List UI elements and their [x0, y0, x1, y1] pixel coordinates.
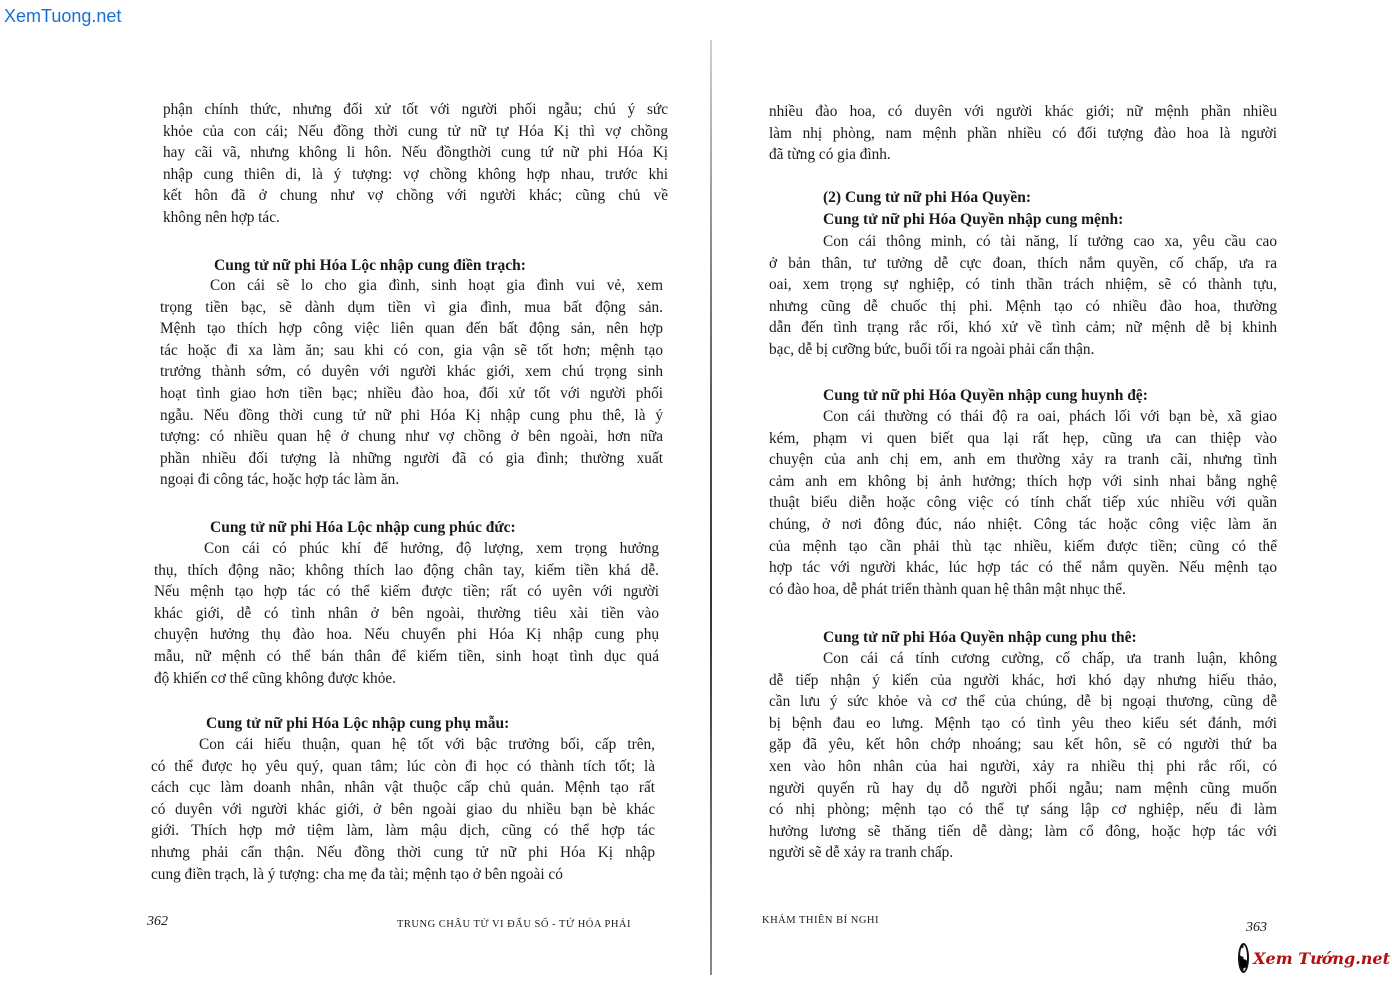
text-line: không nên hợp tác.: [163, 208, 280, 226]
text-line: nhưng phải cẩn thận. Nếu đồng thời cung tử nữ phi Hóa Kị nhập: [151, 843, 655, 861]
text-line: dễ tiếp nhận ý kiến của người khác, hơi khó dạy nhưng hiếu thảo,: [769, 671, 1277, 689]
right-page-number: 363: [1246, 920, 1267, 935]
text-line: khác giới, dễ có tình nhân ở bên ngoài, thường tiêu xài tiền vào: [154, 604, 659, 622]
text-line: chuyện hưởng thụ đào hoa. Nếu chuyển phi Hóa Kị nhập cung phụ: [154, 626, 659, 644]
left-running-head: TRUNG CHÂU TỬ VI ĐẨU SỐ - TỨ HÓA PHÁI: [397, 919, 632, 930]
text-line: tác hoặc đi xa làm ăn; sau khi có con, gia vận sẽ tốt hơn; mệnh tạo: [160, 341, 663, 359]
text-line: kết hôn đã ở chung như vợ chồng với người khác; cũng chủ về: [163, 187, 668, 205]
text-line: kém, phạm vi quen biết qua lại rất hẹp, cũng ưa can thiệp vào: [769, 429, 1277, 447]
text-line: làm nhị phòng, nam mệnh phần nhiều có đối tượng đào hoa là người: [769, 124, 1277, 142]
xemtuong-logo[interactable]: [1238, 939, 1390, 977]
right-running-head: KHẢM THIÊN BÍ NGHI: [762, 915, 880, 926]
left-paragraph-phu-mau: [151, 734, 655, 885]
logo-text: Xem Tướng.net: [1253, 948, 1390, 968]
text-line: mẫu, nữ mệnh có thể bán thân để kiếm tiền, sinh hoạt tình dục quá: [154, 647, 659, 665]
text-line: của mệnh tạo cần phải thù tạc nhiều, kiếm được tiền; cũng có thể: [769, 537, 1277, 555]
text-line: đã từng có gia đình.: [769, 146, 891, 164]
text-line: bị bệnh đau eo lưng. Mệnh tạo có tình yêu theo kiểu sét đánh, mới: [769, 714, 1277, 732]
right-section-title: (2) Cung tử nữ phi Hóa Quyền:: [823, 189, 1032, 206]
text-line: xen vào hôn nhân của hai người, xảy ra nhiều thị phi rắc rối, có: [769, 757, 1277, 775]
text-line: thuật biểu diễn hoặc công việc có tính chất tiếp xúc nhiều với quần: [769, 494, 1277, 512]
text-line: có thể được họ yêu quý, quan tâm; lúc còn đi học có thành tích tốt; là: [151, 757, 655, 775]
right-heading-phu-the: Cung tử nữ phi Hóa Quyền nhập cung phu thê:: [823, 629, 1137, 646]
right-paragraph-phu-the: [769, 648, 1277, 864]
left-heading-phu-mau: Cung tử nữ phi Hóa Lộc nhập cung phụ mẫu:: [206, 715, 510, 732]
text-line: chúng, ở nơi đông đúc, náo nhiệt. Công tác hoặc công việc làm ăn: [769, 515, 1277, 533]
text-line: người sẽ dễ xảy ra tranh chấp.: [769, 844, 954, 862]
text-line: hay cãi vã, nhưng không li hôn. Nếu đồngthời cung tứ nữ phi Hóa Kị: [163, 144, 668, 162]
text-line: nhập cung thiên di, là ý tượng: vợ chồng không hợp nhau, trước khi: [163, 165, 668, 183]
right-page: [720, 0, 1392, 983]
text-line: ngoại đi công tác, hoặc hợp tác làm ăn.: [160, 471, 400, 489]
text-line: trọng tiền bạc, sẽ dành dụm tiền vì gia đình, mua bất động sản.: [160, 298, 663, 316]
text-line: Nếu mệnh tạo hợp tác có thể kiếm được tiền; rất có uyên với người: [154, 583, 659, 601]
left-page-number: 362: [147, 914, 168, 929]
text-line: Con cái cá tính cương cường, cố chấp, ưa tranh luận, không: [823, 650, 1277, 667]
text-line: gặp đã yêu, kết hôn chớp nhoáng; sau kết hôn, sẽ có người thứ ba: [769, 736, 1277, 754]
text-line: có đào hoa, dễ phát triển thành quan hệ thân mật nhục thể.: [769, 580, 1126, 598]
text-line: phận chính thức, nhưng đối xử tốt với người phối ngẫu; chú ý sức: [163, 101, 668, 118]
watermark-top[interactable]: XemTuong.net: [4, 6, 122, 26]
text-line: người quyến rũ hay dụ dỗ người phối ngẫu; nam mệnh cũng muốn: [769, 779, 1277, 797]
text-line: có duyên với người khác giới, ở bên ngoài giao du nhiều bạn bè khác: [151, 800, 655, 818]
book-gutter: [710, 40, 712, 975]
text-line: dẫn đến tình trạng rắc rối, khó xử về tình cảm; nữ mệnh dễ bị khinh: [769, 319, 1277, 337]
text-line: thụ, thích động não; không thích lao động chân tay, kiếm tiền khá dễ.: [154, 561, 659, 579]
right-paragraph-huynh-de: [769, 406, 1277, 600]
text-line: giới. Thích hợp mở tiệm làm, làm mậu dịch, cũng có thể hợp tác: [151, 822, 655, 840]
text-line: bạc, dễ bị cưỡng bức, buổi tối ra ngoài phải cẩn thận.: [769, 340, 1095, 358]
text-line: ở bản thân, tư tưởng dễ cực đoan, thích nắm quyền, cố chấp, ưa ra: [769, 254, 1277, 272]
text-line: Con cái có phúc khí để hưởng, độ lượng, xem trọng hưởng: [204, 540, 659, 557]
yin-yang-icon: [1238, 943, 1249, 973]
right-heading-menh: Cung tử nữ phi Hóa Quyền nhập cung mệnh:: [823, 211, 1124, 228]
text-line: Con cái sẽ lo cho gia đình, sinh hoạt gia đình vui vẻ, xem: [210, 277, 663, 294]
text-line: khỏe của con cái; Nếu đồng thời cung tử nữ tự Hóa Kị thì vợ chồng: [163, 122, 668, 140]
text-line: nhưng cũng dễ chuốc thị phi. Mệnh tạo có nhiều đào hoa, thường: [769, 297, 1277, 315]
text-line: oai, xem trọng sự nghiệp, có tinh thần trách nhiệm, sẽ có thành tựu,: [769, 276, 1277, 294]
left-paragraph-phuc-duc: [154, 538, 659, 689]
left-intro-paragraph: [163, 99, 668, 229]
text-line: hưởng lương sẽ thăng tiến dễ dàng; làm cổ đông, hoặc hợp tác với: [769, 822, 1277, 840]
left-heading-dien-trach: Cung tử nữ phi Hóa Lộc nhập cung điền trạch:: [214, 257, 526, 274]
text-line: Con cái hiếu thuận, quan hệ tốt với bậc trưởng bối, cấp trên,: [199, 736, 655, 753]
right-paragraph-menh: [769, 231, 1277, 361]
right-heading-huynh-de: Cung tử nữ phi Hóa Quyền nhập cung huynh đệ:: [823, 387, 1148, 404]
text-line: cảm anh em không bị ảnh hưởng; thích hợp với sinh nhai bằng nghệ: [769, 472, 1277, 490]
text-line: hoạt tình giao hơn tiền bạc; nhiều đào hoa, đối xử tốt với người phối: [160, 384, 663, 402]
text-line: cần lưu ý sức khỏe và cơ thể của chúng, dễ bị ngoại thương, cũng dễ: [769, 693, 1277, 711]
text-line: ngẫu. Nếu đồng thời cung tử nữ phi Hóa Kị nhập cung phu thê, là ý: [160, 406, 663, 424]
text-line: tượng: có nhiều quan hệ ở chung như vợ chồng ở bên ngoài, hơn nữa: [160, 428, 663, 446]
text-line: Mệnh tạo thích hợp công việc liên quan đến bất động sản, nên hợp: [160, 320, 663, 338]
left-heading-phuc-duc: Cung tử nữ phi Hóa Lộc nhập cung phúc đức:: [210, 519, 516, 536]
text-line: hợp tác với người khác, lúc hợp tác có thể nắm quyền. Nếu mệnh tạo: [769, 559, 1277, 577]
left-paragraph-dien-trach: [160, 275, 663, 491]
text-line: có nhị phòng; mệnh tạo có thể tự sáng lập cơ nghiệp, nếu đi làm: [769, 801, 1277, 819]
text-line: Con cái thường có thái độ ra oai, phách lối với bạn bè, xã giao: [823, 408, 1277, 425]
text-line: chuyện của anh chị em, anh em thường xảy ra tranh cãi, nhưng tình: [769, 451, 1277, 469]
text-line: Con cái thông minh, có tài năng, lí tưởng cao xa, yêu cầu cao: [823, 233, 1277, 250]
right-intro-paragraph: [769, 101, 1277, 166]
text-line: độ khiến cơ thể cũng không được khỏe.: [154, 669, 396, 687]
text-line: cung điền trạch, là ý tượng: cha mẹ đa tài; mệnh tạo ở bên ngoài có: [151, 865, 563, 883]
text-line: cách cục làm doanh nhân, nhân vật thuộc cấp chủ quản. Mệnh tạo rất: [151, 779, 655, 797]
text-line: nhiều đào hoa, có duyên với người khác giới; nữ mệnh phần nhiều: [769, 103, 1277, 120]
text-line: phần nhiều đối tượng là những người đã có gia đình; thường xuất: [160, 449, 663, 467]
text-line: trưởng thành sớm, có duyên với người khác giới, xem chú trọng sinh: [160, 363, 663, 381]
